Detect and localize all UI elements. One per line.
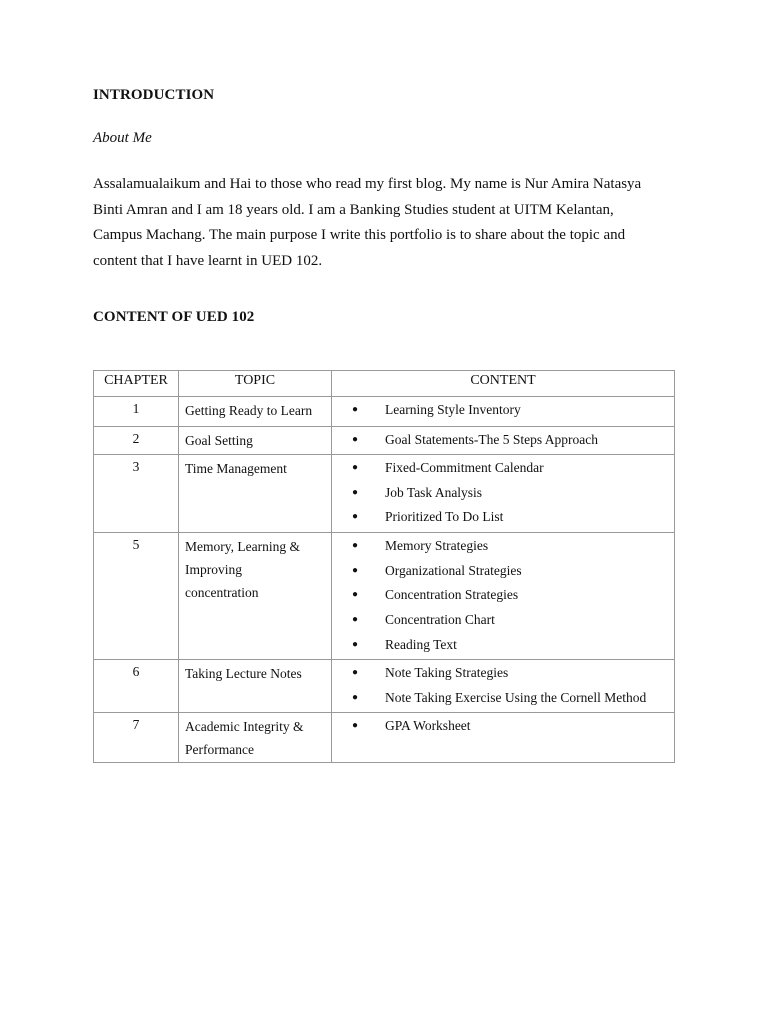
- topic-line: Memory, Learning &: [185, 539, 300, 554]
- list-item: ● Fixed-Commitment Calendar: [352, 456, 674, 481]
- list-item: ● Job Task Analysis: [352, 481, 674, 506]
- topic-cell: [179, 397, 332, 427]
- bullet-icon: ●: [352, 667, 359, 678]
- paragraph-line: Campus Machang. The main purpose I write this portfolio is to share about the topic and: [93, 227, 626, 243]
- topic-line: Improving: [185, 562, 242, 577]
- content-cell: [332, 427, 675, 455]
- header-chapter: CHAPTER: [94, 371, 179, 397]
- chapter-cell: 3: [94, 455, 179, 533]
- content-list: [332, 428, 674, 453]
- chapter-cell: 5: [94, 533, 179, 660]
- table-row: [94, 533, 675, 660]
- paragraph-line: content that I have learnt in UED 102.: [93, 252, 323, 269]
- content-cell: [332, 713, 675, 763]
- topic-line: Time Management: [185, 461, 287, 476]
- list-item: ● Reading Text: [352, 633, 674, 658]
- list-item: ● GPA Worksheet: [352, 714, 674, 739]
- topic-cell: [179, 427, 332, 455]
- chapter-cell: 2: [94, 427, 179, 455]
- content-table: [93, 370, 675, 763]
- content-list: [332, 661, 674, 710]
- topic-line: Getting Ready to Learn: [185, 403, 313, 418]
- content-cell: [332, 397, 675, 427]
- table-row: [94, 427, 675, 455]
- topic-line: Taking Lecture Notes: [185, 666, 302, 681]
- content-cell: [332, 533, 675, 660]
- table-header-row: [94, 371, 675, 397]
- bullet-icon: ●: [352, 404, 359, 415]
- bullet-icon: ●: [352, 540, 359, 551]
- bullet-icon: ●: [352, 564, 359, 576]
- paragraph-line: Binti Amran and I am 18 years old. I am a Banking Studies student at UITM Kelantan,: [93, 201, 614, 218]
- table-row: [94, 397, 675, 427]
- content-list: [332, 398, 674, 423]
- about-me-subheading: About Me: [93, 130, 152, 146]
- header-topic: TOPIC: [179, 371, 332, 397]
- bullet-icon: ●: [352, 462, 359, 473]
- bullet-icon: ●: [352, 589, 359, 601]
- table-row: [94, 660, 675, 713]
- list-item: ● Concentration Strategies: [352, 583, 674, 608]
- chapter-cell: 1: [94, 397, 179, 427]
- bullet-icon: ●: [352, 638, 359, 650]
- list-item: ● Goal Statements-The 5 Steps Approach: [352, 428, 674, 453]
- list-item: ● Organizational Strategies: [352, 559, 674, 584]
- bullet-icon: ●: [352, 691, 359, 703]
- content-list: [332, 456, 674, 530]
- paragraph-line: Assalamualaikum and Hai to those who read my first blog. My name is Nur Amira Natasya: [93, 176, 642, 192]
- topic-cell: [179, 533, 332, 660]
- topic-line: Performance: [185, 742, 254, 757]
- topic-line: Goal Setting: [185, 433, 253, 448]
- topic-line: Academic Integrity &: [185, 719, 304, 734]
- bullet-icon: ●: [352, 614, 359, 626]
- bullet-icon: ●: [352, 511, 359, 523]
- topic-cell: [179, 660, 332, 713]
- bullet-icon: ●: [352, 434, 359, 445]
- topic-cell: [179, 713, 332, 763]
- chapter-cell: 6: [94, 660, 179, 713]
- introduction-paragraph: [93, 172, 693, 274]
- table-row: [94, 455, 675, 533]
- content-cell: [332, 660, 675, 713]
- list-item: ● Note Taking Exercise Using the Cornell Method: [352, 686, 674, 711]
- list-item: ● Concentration Chart: [352, 608, 674, 633]
- table-row: [94, 713, 675, 763]
- list-item: ● Note Taking Strategies: [352, 661, 674, 686]
- bullet-icon: ●: [352, 720, 359, 731]
- list-item: ● Learning Style Inventory: [352, 398, 674, 423]
- topic-cell: [179, 455, 332, 533]
- list-item: ● Prioritized To Do List: [352, 505, 674, 530]
- topic-line: concentration: [185, 585, 259, 600]
- content-heading: CONTENT OF UED 102: [93, 309, 255, 325]
- list-item: ● Memory Strategies: [352, 534, 674, 559]
- chapter-cell: 7: [94, 713, 179, 763]
- header-content: CONTENT: [332, 371, 675, 397]
- content-list: [332, 534, 674, 658]
- content-cell: [332, 455, 675, 533]
- bullet-icon: ●: [352, 486, 359, 498]
- content-list: [332, 714, 674, 739]
- introduction-heading: INTRODUCTION: [93, 87, 215, 103]
